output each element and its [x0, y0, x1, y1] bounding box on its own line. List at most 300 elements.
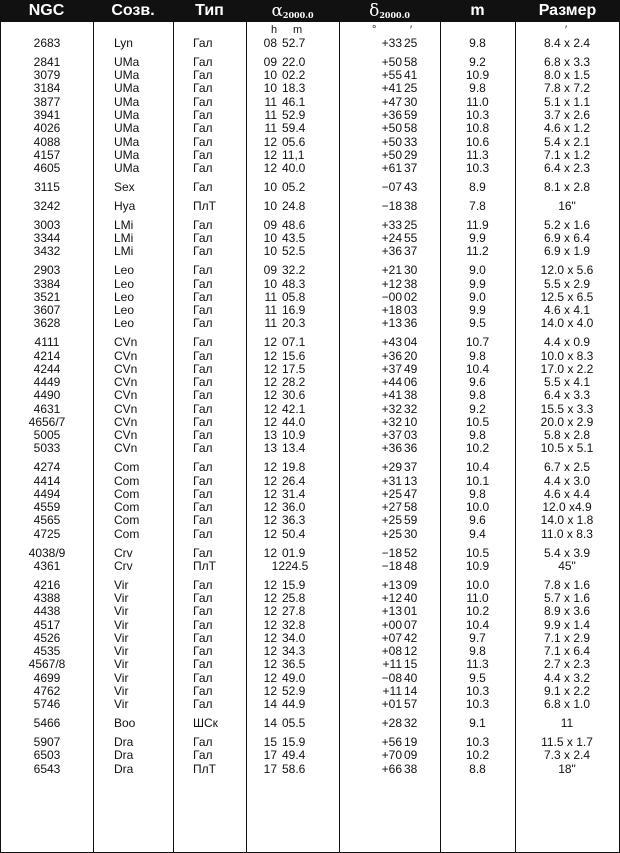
- ngc-cell: 4388: [33, 591, 61, 605]
- dec-degrees-cell: +37: [381, 361, 402, 376]
- dec-degrees-cell: +41: [381, 388, 402, 403]
- constellation-cell: LMi: [114, 231, 134, 245]
- dec-minutes-cell: 58: [404, 54, 418, 69]
- dec-degrees-cell: +32: [381, 414, 402, 429]
- ra-hours-cell: 12: [263, 591, 277, 605]
- size-cell: 6.9 x 1.9: [543, 244, 591, 259]
- dec-minutes-cell: 38: [404, 276, 418, 291]
- size-cell: 7.1 x 2.9: [543, 630, 591, 645]
- ra-hours-cell: 12: [263, 577, 277, 592]
- dec-epoch: 2000.0: [379, 10, 410, 20]
- ra-minutes-cell: 32.2: [282, 263, 306, 278]
- type-cell: Гал: [193, 670, 213, 685]
- magnitude-cell: 9.8: [469, 348, 486, 363]
- dec-minutes-cell: 07: [404, 617, 418, 632]
- magnitude-cell: 10.4: [465, 617, 490, 632]
- constellation-cell: Sex: [114, 180, 135, 194]
- ra-minutes-cell: 58.6: [282, 761, 306, 776]
- magnitude-cell: 9.5: [469, 316, 486, 331]
- dec-minutes-cell: 29: [404, 147, 418, 162]
- dec-degrees-cell: +25: [381, 526, 402, 541]
- dec-degrees-cell: +12: [381, 591, 402, 605]
- magnitude-cell: 10.2: [465, 604, 490, 619]
- ra-hours-cell: 12: [263, 134, 277, 149]
- dec-minutes-cell: 40: [404, 591, 418, 605]
- constellation-cell: UMa: [114, 68, 140, 83]
- constellation-cell: Com: [114, 500, 140, 515]
- dec-minutes-cell: 47: [404, 486, 418, 501]
- size-cell: 5.7 x 1.6: [543, 591, 591, 605]
- constellation-cell: UMa: [114, 54, 140, 69]
- size-cell: 5.4 x 3.9: [543, 545, 591, 560]
- ra-minutes-cell: 52.9: [282, 684, 306, 698]
- header-size: Размер: [538, 2, 597, 19]
- ra-minutes-cell: 25.8: [282, 591, 306, 605]
- ngc-cell: 3079: [33, 68, 61, 83]
- size-cell: 12.0 x4.9: [542, 500, 592, 515]
- ngc-cell: 4535: [33, 644, 61, 659]
- constellation-cell: UMa: [114, 108, 140, 122]
- type-cell: Гал: [193, 684, 213, 698]
- dec-minutes-cell: 43: [404, 180, 418, 194]
- dec-degrees-cell: +31: [381, 473, 402, 488]
- constellation-cell: LMi: [114, 217, 134, 232]
- type-cell: Гал: [193, 361, 213, 376]
- size-cell: 4.4 x 3.2: [543, 670, 591, 685]
- ra-hours-cell: 11: [264, 316, 277, 331]
- magnitude-cell: 9.2: [469, 401, 486, 416]
- size-cell: 8.9 x 3.6: [543, 604, 591, 619]
- header-type: Тип: [195, 2, 224, 19]
- ra-hours-cell: 08: [263, 36, 277, 50]
- ra-minutes-cell: 50.4: [282, 526, 306, 541]
- ra-minutes-cell: 18.3: [282, 81, 306, 96]
- magnitude-cell: 9.4: [469, 526, 486, 541]
- size-cell: 5.1 x 1.1: [543, 94, 591, 109]
- ngc-cell: 3242: [33, 198, 61, 213]
- ngc-cell: 3628: [33, 316, 61, 331]
- type-cell: Гал: [193, 657, 213, 672]
- ra-minutes-cell: 15.6: [282, 348, 306, 363]
- ra-minutes-cell: 13.4: [282, 441, 306, 456]
- ra-minutes-cell: 36.0: [282, 500, 306, 515]
- ra-symbol: α: [271, 1, 283, 21]
- ngc-cell: 5033: [33, 441, 61, 456]
- magnitude-cell: 11.9: [466, 217, 489, 232]
- ra-minutes-cell: 52.9: [282, 108, 306, 122]
- type-cell: Гал: [193, 577, 213, 592]
- magnitude-cell: 9.8: [469, 428, 486, 443]
- ra-hours-cell: 11: [264, 289, 277, 304]
- type-cell: Гал: [193, 68, 213, 83]
- type-cell: Гал: [193, 401, 213, 416]
- ngc-cell: 4517: [33, 617, 61, 632]
- size-cell: 7.8 x 7.2: [543, 81, 591, 96]
- constellation-cell: Leo: [114, 303, 135, 317]
- ra-hours-cell: 12: [263, 361, 277, 376]
- dec-degrees-cell: +12: [381, 276, 402, 291]
- dec-minutes-cell: 03: [404, 303, 418, 317]
- ngc-cell: 4038/9: [28, 545, 66, 560]
- dec-degrees-cell: +44: [381, 375, 402, 389]
- ra-minutes-unit: m: [293, 24, 303, 36]
- ngc-cell: 4111: [34, 335, 60, 350]
- ra-hours-cell: 10: [263, 81, 277, 96]
- ra-hours-cell: 11: [264, 121, 277, 136]
- ngc-cell: 4449: [33, 375, 61, 389]
- constellation-cell: UMa: [114, 161, 140, 176]
- ngc-cell: 3877: [33, 94, 61, 109]
- dec-minutes-cell: 20: [404, 348, 418, 363]
- magnitude-cell: 9.0: [469, 263, 486, 278]
- size-cell: 6.8 x 1.0: [543, 697, 591, 712]
- dec-degrees-cell: +11: [382, 684, 402, 698]
- dec-minutes-cell: 06: [404, 375, 418, 389]
- ra-minutes-cell: 52.5: [282, 244, 306, 259]
- ra-hours-cell: 11: [264, 303, 277, 317]
- constellation-cell: Vir: [114, 604, 129, 619]
- ngc-cell: 4244: [33, 361, 61, 376]
- ra-epoch: 2000.0: [282, 10, 314, 20]
- magnitude-cell: 9.8: [469, 388, 486, 403]
- constellation-cell: Vir: [114, 697, 129, 712]
- magnitude-cell: 9.7: [469, 630, 486, 645]
- type-cell: ШСк: [193, 716, 218, 731]
- ra-hours-cell: 12: [263, 348, 277, 363]
- type-cell: Гал: [193, 263, 213, 278]
- dec-degrees-cell: +08: [381, 644, 402, 659]
- dec-degrees-cell: +28: [381, 716, 402, 731]
- size-cell: 7.3 x 2.4: [543, 748, 591, 763]
- magnitude-cell: 10.5: [465, 545, 490, 560]
- dec-minutes-cell: 25: [404, 81, 418, 96]
- ra-minutes-cell: 05.5: [282, 716, 306, 731]
- constellation-cell: Vir: [114, 617, 129, 632]
- type-cell: Гал: [193, 630, 213, 645]
- type-cell: Гал: [193, 388, 213, 403]
- size-cell: 17.0 x 2.2: [540, 361, 594, 376]
- ngc-cell: 3344: [33, 231, 61, 245]
- ra-hours-cell: 12: [263, 161, 277, 176]
- dec-degrees-cell: +61: [381, 161, 402, 176]
- magnitude-cell: 9.1: [469, 716, 486, 731]
- dec-minutes-cell: 36: [404, 441, 418, 456]
- size-cell: 3.7 x 2.6: [543, 108, 591, 122]
- type-cell: Гал: [193, 289, 213, 304]
- ra-minutes-cell: 59.4: [282, 121, 306, 136]
- ra-minutes-cell: 36.5: [282, 657, 306, 672]
- dec-degrees-cell: +66: [381, 761, 402, 776]
- ra-minutes-cell: 40.0: [282, 161, 306, 176]
- type-cell: Гал: [193, 217, 213, 232]
- dec-degrees-cell: +43: [381, 335, 402, 350]
- constellation-cell: Crv: [114, 545, 133, 560]
- dec-minutes-cell: 09: [404, 748, 418, 763]
- ra-minutes-cell: 01.9: [282, 545, 306, 560]
- dec-degrees-cell: +56: [381, 735, 402, 749]
- header-magnitude: m: [470, 2, 485, 19]
- ngc-cell: 5746: [33, 697, 61, 712]
- size-cell: 2.7 x 2.3: [543, 657, 591, 672]
- dec-degrees-cell: +01: [381, 697, 402, 712]
- size-cell: 4.6 x 4.1: [543, 303, 591, 317]
- constellation-cell: UMa: [114, 134, 140, 149]
- dec-degrees-cell: +33: [381, 36, 402, 50]
- magnitude-cell: 8.9: [469, 180, 486, 194]
- magnitude-cell: 10.2: [465, 748, 490, 763]
- ra-hours-cell: 10: [263, 231, 277, 245]
- dec-minutes-cell: 15: [404, 657, 418, 672]
- ngc-cell: 3384: [33, 276, 61, 291]
- dec-degrees-cell: +36: [381, 348, 402, 363]
- size-cell: 12.0 x 5.6: [540, 263, 594, 278]
- type-cell: Гал: [193, 303, 213, 317]
- constellation-cell: Com: [114, 460, 140, 475]
- magnitude-cell: 9.8: [469, 486, 486, 501]
- size-cell: 20.0 x 2.9: [540, 414, 594, 429]
- ra-hours-cell: 10: [263, 198, 277, 213]
- ra-minutes-cell: 22.0: [282, 54, 306, 69]
- dec-degrees-cell: +50: [381, 121, 402, 136]
- type-cell: Гал: [193, 335, 213, 350]
- magnitude-cell: 10.3: [465, 161, 490, 176]
- size-cell: 12.5 x 6.5: [540, 289, 594, 304]
- size-cell: 15.5 x 3.3: [540, 401, 594, 416]
- constellation-cell: CVn: [114, 375, 138, 389]
- magnitude-cell: 11.2: [466, 244, 489, 259]
- dec-degrees-cell: +24: [381, 231, 402, 245]
- constellation-cell: UMa: [114, 147, 140, 162]
- type-cell: Гал: [193, 180, 213, 194]
- size-cell: 18": [558, 761, 576, 776]
- ra-hours-cell: 12: [263, 657, 277, 672]
- ngc-cell: 4414: [33, 473, 61, 488]
- dec-minutes-cell: 52: [404, 545, 418, 560]
- constellation-cell: Vir: [114, 684, 129, 698]
- ngc-cell: 5907: [33, 735, 61, 749]
- magnitude-cell: 10.9: [465, 558, 490, 573]
- dec-minutes-cell: 59: [404, 108, 418, 122]
- magnitude-cell: 10.4: [465, 361, 490, 376]
- ra-minutes-cell: 48.3: [282, 276, 306, 291]
- ngc-cell: 4157: [33, 147, 61, 162]
- dec-minutes-cell: 13: [404, 473, 418, 488]
- magnitude-cell: 9.6: [469, 375, 486, 389]
- dec-minutes-cell: 25: [404, 36, 418, 50]
- size-cell: 5.4 x 2.1: [543, 134, 591, 149]
- dec-degrees-cell: −18: [381, 198, 402, 213]
- magnitude-cell: 10.6: [465, 134, 490, 149]
- ra-hours-cell: 12: [263, 604, 277, 619]
- ra-minutes-cell: 49.4: [282, 748, 306, 763]
- dec-degrees-cell: +47: [381, 94, 402, 109]
- constellation-cell: UMa: [114, 81, 140, 96]
- size-cell: 6.8 x 3.3: [543, 54, 591, 69]
- magnitude-cell: 9.2: [469, 54, 486, 69]
- ra-hours-cell: 12: [263, 335, 277, 350]
- ra-minutes-cell: 34.0: [282, 630, 306, 645]
- header-ngc: NGC: [28, 2, 65, 19]
- dec-degrees-cell: +37: [381, 428, 402, 443]
- dec-degrees-cell: +18: [381, 303, 402, 317]
- ra-hours-cell: 09: [263, 217, 277, 232]
- size-cell: 6.7 x 2.5: [543, 460, 591, 475]
- dec-degrees-cell: +70: [381, 748, 402, 763]
- dec-degrees-cell: −18: [381, 558, 402, 573]
- constellation-cell: Vir: [114, 577, 129, 592]
- size-cell: 14.0 x 4.0: [540, 316, 594, 331]
- type-cell: Гал: [193, 161, 213, 176]
- ngc-cell: 4490: [33, 388, 61, 403]
- ngc-cell: 4274: [33, 460, 61, 475]
- size-cell: 16": [558, 198, 576, 213]
- ra-minutes-cell: 30.6: [282, 388, 306, 403]
- size-cell: 6.9 x 6.4: [543, 231, 591, 245]
- type-cell: Гал: [193, 513, 213, 528]
- dec-degrees-unit: °: [372, 24, 377, 36]
- type-cell: Гал: [193, 697, 213, 712]
- type-cell: Гал: [193, 231, 213, 245]
- dec-minutes-cell: 59: [404, 513, 418, 528]
- dec-minutes-cell: 30: [404, 526, 418, 541]
- ra-hours-cell: 10: [263, 244, 277, 259]
- ra-hours-cell: 12: [263, 670, 277, 685]
- size-cell: 8.1 x 2.8: [543, 180, 591, 194]
- constellation-cell: Dra: [114, 735, 134, 749]
- dec-degrees-cell: +50: [381, 54, 402, 69]
- dec-minutes-cell: 01: [404, 604, 418, 619]
- ngc-cell: 5005: [33, 428, 61, 443]
- ra-minutes-cell: 36.3: [282, 513, 306, 528]
- size-cell: 6.4 x 3.3: [543, 388, 591, 403]
- ngc-cell: 4438: [33, 604, 61, 619]
- constellation-cell: Com: [114, 526, 140, 541]
- magnitude-cell: 9.8: [469, 36, 486, 50]
- ra-minutes-cell: 48.6: [282, 217, 306, 232]
- type-cell: Гал: [193, 735, 213, 749]
- dec-degrees-cell: +07: [381, 630, 402, 645]
- dec-minutes-cell: 37: [404, 161, 418, 176]
- dec-minutes-cell: 02: [404, 289, 418, 304]
- dec-degrees-cell: +50: [381, 147, 402, 162]
- dec-minutes-cell: 04: [404, 335, 418, 350]
- ra-hours-cell: 12: [263, 375, 277, 389]
- constellation-cell: Hya: [114, 198, 136, 213]
- ra-hours-cell: 09: [263, 54, 277, 69]
- dec-minutes-cell: 55: [404, 231, 418, 245]
- ra-minutes-cell: 46.1: [282, 94, 306, 109]
- magnitude-cell: 9.6: [469, 513, 486, 528]
- size-cell: 14.0 x 1.8: [540, 513, 594, 528]
- dec-degrees-cell: +11: [382, 657, 402, 672]
- ra-hours-cell: 09: [263, 263, 277, 278]
- constellation-cell: CVn: [114, 401, 138, 416]
- dec-minutes-cell: 58: [404, 121, 418, 136]
- ra-hours-cell: 11: [264, 108, 277, 122]
- dec-minutes-cell: 58: [404, 500, 418, 515]
- ra-minutes-cell: 43.5: [282, 231, 306, 245]
- magnitude-cell: 10.4: [465, 460, 490, 475]
- constellation-cell: Leo: [114, 289, 135, 304]
- ra-hours-cell: 12: [263, 388, 277, 403]
- constellation-cell: UMa: [114, 121, 140, 136]
- ra-hours-cell: 12: [263, 513, 277, 528]
- constellation-cell: Leo: [114, 276, 135, 291]
- magnitude-cell: 10.0: [465, 500, 490, 515]
- constellation-cell: Leo: [114, 263, 135, 278]
- ra-minutes-cell: 17.5: [282, 361, 306, 376]
- ra-minutes-cell: 34.3: [282, 644, 306, 659]
- magnitude-cell: 9.0: [469, 289, 486, 304]
- ra-hours-cell: 17: [263, 761, 277, 776]
- size-cell: 4.6 x 4.4: [543, 486, 591, 501]
- ngc-cell: 4214: [33, 348, 61, 363]
- dec-minutes-cell: 30: [404, 263, 418, 278]
- dec-degrees-cell: +27: [381, 500, 402, 515]
- constellation-cell: Leo: [114, 316, 135, 331]
- type-cell: Гал: [193, 244, 213, 259]
- ra-hours-cell: 12: [263, 401, 277, 416]
- dec-minutes-cell: 48: [404, 558, 418, 573]
- dec-degrees-cell: +25: [381, 513, 402, 528]
- ra-hours-cell: 11: [264, 94, 277, 109]
- header-constellation: Созв.: [111, 2, 155, 19]
- ra-hours-cell: 12: [263, 617, 277, 632]
- ra-minutes-cell: 26.4: [282, 473, 306, 488]
- ngc-cell: 2841: [33, 54, 61, 69]
- ra-minutes-cell: 07.1: [282, 335, 306, 350]
- type-cell: ПлТ: [193, 198, 216, 213]
- ra-minutes-cell: 20.3: [282, 316, 306, 331]
- magnitude-cell: 9.5: [469, 670, 486, 685]
- type-cell: Гал: [193, 473, 213, 488]
- ngc-cell: 4656/7: [28, 414, 66, 429]
- ra-hours-cell: 12: [263, 473, 277, 488]
- size-cell: 4.6 x 1.2: [543, 121, 591, 136]
- ra-hours-cell: 12: [263, 545, 277, 560]
- magnitude-cell: 9.8: [469, 644, 486, 659]
- ra-minutes-cell: 15.9: [282, 577, 306, 592]
- dec-minutes-cell: 36: [404, 316, 418, 331]
- ra-minutes-cell: 49.0: [282, 670, 306, 685]
- size-cell: 9.1 x 2.2: [543, 684, 591, 698]
- ngc-cell: 4526: [33, 630, 61, 645]
- ngc-cell: 4216: [33, 577, 61, 592]
- ngc-cell: 3003: [33, 217, 61, 232]
- size-cell: 5.2 x 1.6: [543, 217, 591, 232]
- constellation-cell: LMi: [114, 244, 134, 259]
- type-cell: Гал: [193, 375, 213, 389]
- dec-minutes-cell: 03: [404, 428, 418, 443]
- dec-minutes-cell: 38: [404, 198, 418, 213]
- ngc-cell: 4088: [33, 134, 61, 149]
- type-cell: ПлТ: [193, 558, 216, 573]
- ngc-cell: 6503: [33, 748, 61, 763]
- ngc-cell: 2903: [33, 263, 61, 278]
- magnitude-cell: 11.0: [466, 591, 489, 605]
- type-cell: Гал: [193, 617, 213, 632]
- type-cell: Гал: [193, 134, 213, 149]
- ra-minutes-cell: 05.2: [282, 180, 306, 194]
- ngc-cell: 4762: [33, 684, 61, 698]
- ra-hours-cell: 12: [271, 558, 285, 573]
- magnitude-cell: 10.5: [465, 414, 490, 429]
- type-cell: Гал: [193, 36, 213, 50]
- magnitude-cell: 10.9: [465, 68, 490, 83]
- magnitude-cell: 10.7: [465, 335, 490, 350]
- ra-minutes-cell: 24.5: [285, 558, 309, 573]
- constellation-cell: CVn: [114, 388, 138, 403]
